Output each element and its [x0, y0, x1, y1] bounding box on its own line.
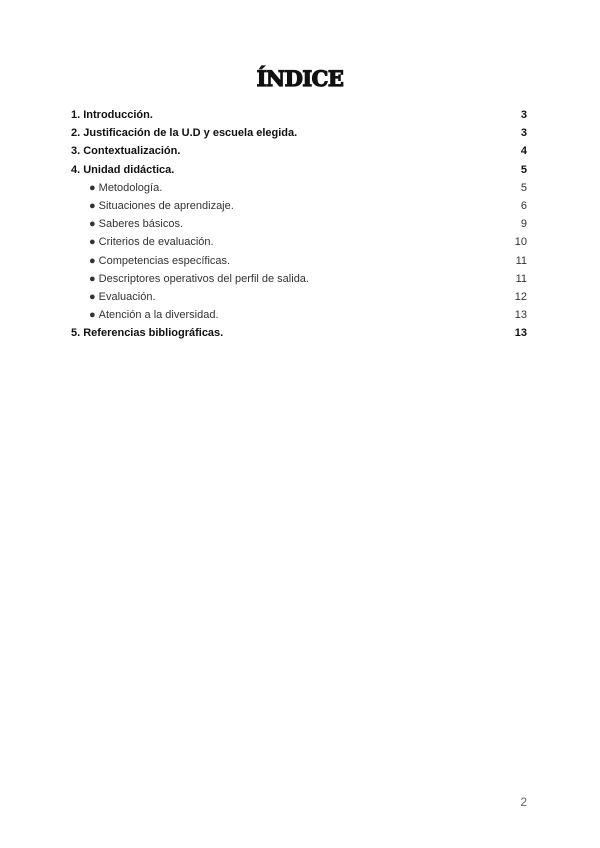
toc-entry-unidad-didactica[interactable] [71, 161, 527, 179]
bullet-icon: ● [89, 272, 96, 285]
toc-subentry-atencion[interactable] [71, 306, 527, 324]
toc-entry-introduccion[interactable] [71, 106, 527, 124]
toc-entry-page: 3 [520, 127, 527, 140]
toc-entry-label: 3. Contextualización. [71, 145, 181, 158]
bullet-icon: ● [89, 181, 96, 194]
toc-entry-page: 13 [514, 327, 527, 340]
footer-page-number: 2 [520, 795, 527, 809]
toc-entry-label: 4. Unidad didáctica. [71, 163, 175, 176]
toc-entry-page: 10 [514, 236, 527, 249]
bullet-icon: ● [89, 254, 96, 267]
toc-entry-label: 1. Introducción. [71, 109, 153, 121]
bullet-icon: ● [89, 290, 96, 303]
toc-subentry-saberes[interactable] [71, 215, 527, 233]
toc-subentry-criterios[interactable] [71, 233, 527, 251]
toc-entry-label: Criterios de evaluación. [98, 236, 214, 249]
toc-entry-page: 6 [520, 199, 527, 212]
toc-entry-label: Descriptores operativos del perfil de salida. [98, 272, 309, 285]
toc-subentry-competencias[interactable] [71, 252, 527, 270]
page-title: ÍNDICE [256, 66, 344, 91]
bullet-icon: ● [89, 199, 96, 212]
bullet-icon: ● [89, 218, 96, 231]
toc-entry-page: 11 [515, 254, 527, 267]
table-of-contents [71, 106, 527, 342]
toc-entry-justificacion[interactable] [71, 124, 527, 142]
toc-entry-label: Metodología. [98, 181, 163, 194]
toc-entry-page: 11 [515, 272, 527, 285]
toc-entry-label: Evaluación. [98, 290, 156, 303]
toc-entry-label: 5. Referencias bibliográficas. [71, 327, 224, 340]
bullet-icon: ● [89, 236, 96, 249]
toc-subentry-metodologia[interactable] [71, 179, 527, 197]
toc-entry-label: Saberes básicos. [98, 218, 184, 231]
toc-entry-page: 5 [520, 181, 527, 194]
toc-subentry-situaciones[interactable] [71, 197, 527, 215]
toc-entry-page: 5 [520, 163, 527, 176]
bullet-icon: ● [89, 309, 96, 322]
toc-entry-page: 9 [520, 218, 527, 231]
toc-entry-label: Competencias específicas. [98, 254, 231, 267]
toc-entry-label: Atención a la diversidad. [98, 309, 219, 322]
toc-entry-page: 3 [520, 109, 527, 121]
toc-subentry-evaluacion[interactable] [71, 288, 527, 306]
toc-entry-page: 12 [514, 290, 527, 303]
toc-subentry-descriptores[interactable] [71, 270, 527, 288]
toc-entry-page: 13 [514, 309, 527, 322]
toc-entry-referencias[interactable] [71, 324, 527, 342]
toc-entry-label: Situaciones de aprendizaje. [98, 199, 234, 212]
toc-entry-page: 4 [520, 145, 527, 158]
toc-entry-contextualizacion[interactable] [71, 142, 527, 160]
toc-entry-label: 2. Justificación de la U.D y escuela elegida. [71, 127, 298, 140]
